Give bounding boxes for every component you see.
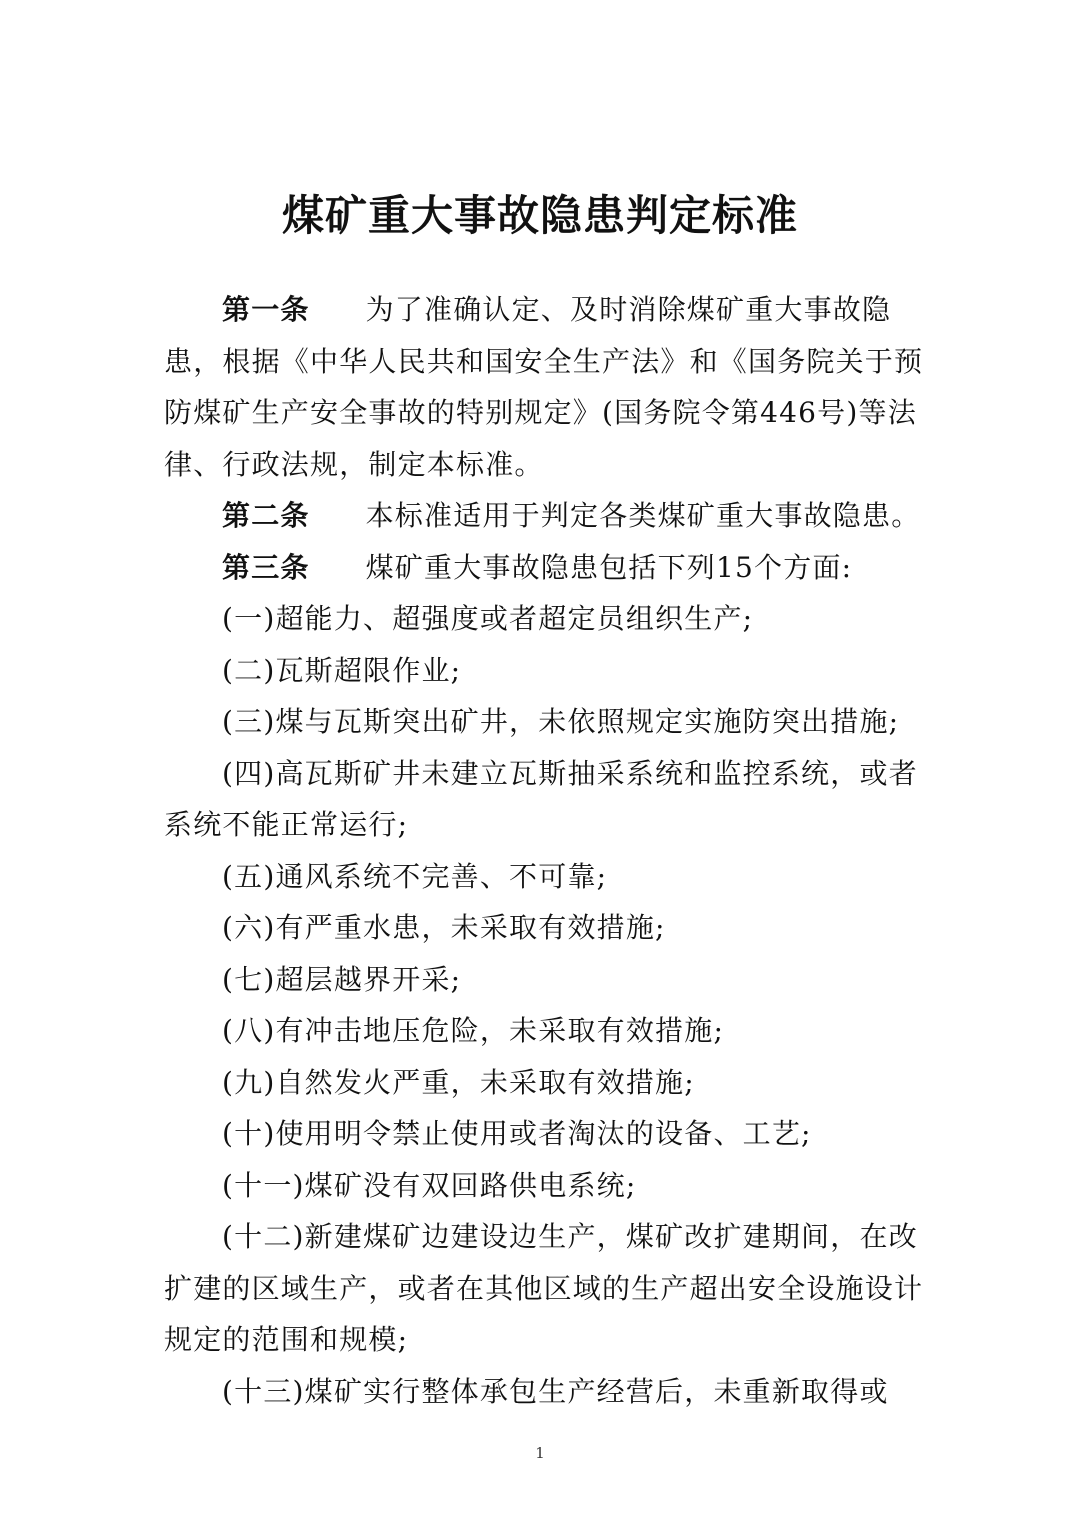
article-1 [164,284,924,490]
list-item: (三)煤与瓦斯突出矿井，未依照规定实施防突出措施; [222,705,900,738]
article-3 [164,542,924,594]
article-label: 第二条 [222,499,310,532]
list-item: (九)自然发火严重，未采取有效措施; [222,1065,695,1099]
document-title: 煤矿重大事故隐患判定标准 [281,191,798,240]
article-2 [164,490,924,542]
list-item: (十一)煤矿没有双回路供电系统; [222,1168,637,1202]
list-item: (八)有冲击地压危险，未采取有效措施; [222,1014,725,1047]
list-item: (六)有严重水患，未采取有效措施; [222,911,666,944]
article-label: 第三条 [222,550,310,584]
list-item: (五)通风系统不完善、不可靠; [222,859,608,893]
list-item: (十)使用明令禁止使用或者淘汰的设备、工艺; [222,1117,812,1150]
list-item: (一)超能力、超强度或者超定员组织生产; [222,602,754,635]
article-text: 为了准确认定、及时消除煤矿重大事故隐患，根据《中华人民共和国安全生产法》和《国务院关于预防煤矿生产安全事故的特别规定》(国务院令第446号)等法律、行政法规，制定本标准。 [164,293,924,481]
article-text: 煤矿重大事故隐患包括下列15个方面: [365,550,853,584]
list-item: (十二)新建煤矿边建设边生产，煤矿改扩建期间，在改扩建的区域生产，或者在其他区域的生产超出安全设施设计规定的范围和规模; [164,1220,924,1356]
list-item: (四)高瓦斯矿井未建立瓦斯抽采系统和监控系统，或者系统不能正常运行; [164,756,918,841]
page-number: 1 [535,1444,545,1462]
article-text: 本标准适用于判定各类煤矿重大事故隐患。 [365,499,921,532]
list-item: (二)瓦斯超限作业; [222,653,462,687]
list-item: (七)超层越界开采; [222,962,462,996]
list-item: (十三)煤矿实行整体承包生产经营后，未重新取得或 [222,1374,889,1408]
document-body [164,284,924,1417]
article-label: 第一条 [222,293,310,326]
